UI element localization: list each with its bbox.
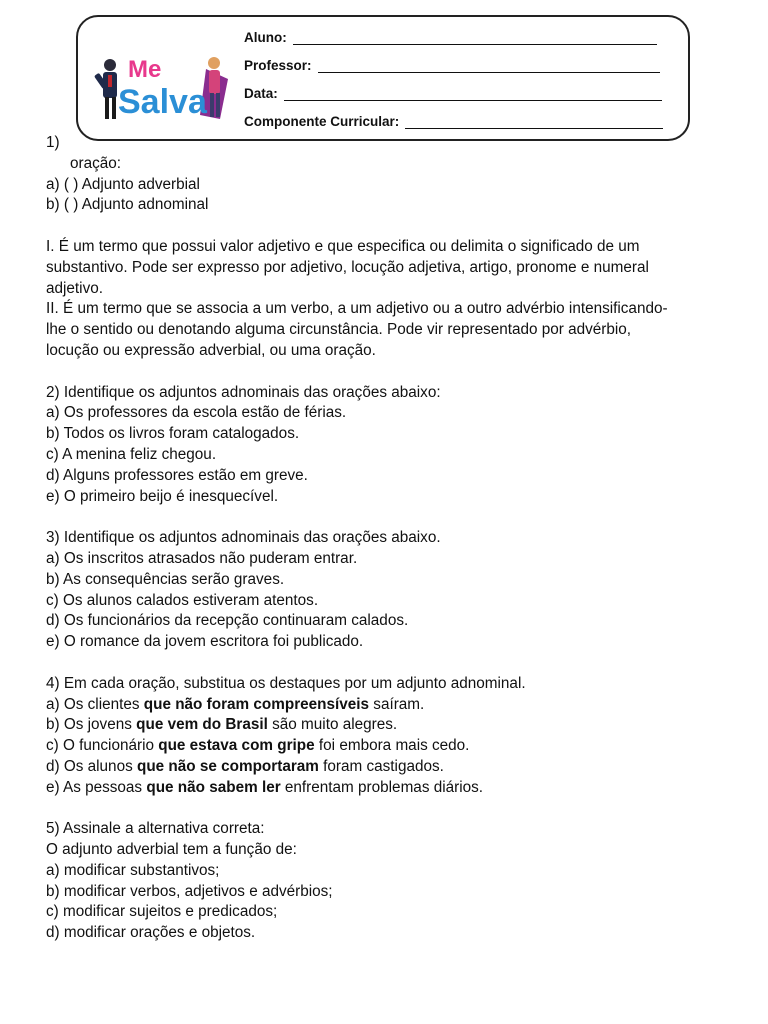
q2-item-d: d) Alguns professores estão em greve. (46, 466, 308, 484)
q4-item-a-post: saíram. (369, 695, 425, 713)
field-professor-label: Professor: (244, 58, 312, 73)
q2-item-a: a) Os professores da escola estão de férias. (46, 404, 347, 422)
q5-title: 5) Assinale a alternativa correta: (46, 820, 265, 838)
field-aluno-label: Aluno: (244, 30, 287, 45)
q4-item-e (46, 778, 736, 799)
q3-item-e: e) O romance da jovem escritora foi publicado. (46, 633, 364, 651)
q4-title: 4) Em cada oração, substitua os destaques por um adjunto adnominal. (46, 674, 526, 692)
field-professor[interactable] (244, 58, 660, 73)
q4-item-d (46, 757, 736, 778)
q3-item-c: c) Os alunos calados estiveram atentos. (46, 591, 319, 609)
man-figure-icon (94, 59, 117, 119)
q1-statement-2b: lhe o sentido ou denotando alguma circunstância. Pode vir representado por advérbio, (46, 321, 632, 339)
field-data[interactable] (244, 86, 662, 101)
q4-item-d-pre: d) Os alunos (46, 757, 137, 775)
field-data-line[interactable] (284, 88, 662, 101)
logo-text-me: Me (128, 56, 162, 83)
q1-statement-1c: adjetivo. (46, 279, 103, 297)
worksheet-content (46, 133, 736, 944)
q1-statement-1b: substantivo. Pode ser expresso por adjetivo, locução adjetiva, artigo, pronome e numeral (46, 258, 649, 276)
q4-item-e-pre: e) As pessoas (46, 778, 147, 796)
field-componente-label: Componente Curricular: (244, 114, 400, 129)
q3-item-a: a) Os inscritos atrasados não puderam entrar. (46, 549, 358, 567)
q4-item-a (46, 695, 736, 716)
q4-item-c-post: foi embora mais cedo. (314, 737, 470, 755)
q5-option-a: a) modificar substantivos; (46, 861, 220, 879)
field-aluno[interactable] (244, 30, 657, 45)
q5-option-d: d) modificar orações e objetos. (46, 924, 256, 942)
q2-title: 2) Identifique os adjuntos adnominais das orações abaixo: (46, 383, 441, 401)
me-salva-logo (88, 35, 233, 130)
q1-prompt: oração: (70, 154, 122, 172)
q3-item-d: d) Os funcionários da recepção continuaram calados. (46, 612, 409, 630)
q4-item-b-pre: b) Os jovens (46, 716, 137, 734)
q4-item-b (46, 715, 736, 736)
q2-item-b: b) Todos os livros foram catalogados. (46, 425, 300, 443)
q4-item-d-post: foram castigados. (318, 757, 444, 775)
logo-text-salva: Salva (118, 83, 207, 121)
q2-item-c: c) A menina feliz chegou. (46, 445, 217, 463)
q3-title: 3) Identifique os adjuntos adnominais das orações abaixo. (46, 529, 441, 547)
q4-item-b-highlight: que vem do Brasil (136, 716, 268, 734)
field-professor-line[interactable] (318, 60, 660, 73)
field-data-label: Data: (244, 86, 278, 101)
q4-item-a-highlight: que não foram compreensíveis (143, 695, 370, 713)
field-aluno-line[interactable] (293, 32, 657, 45)
q4-item-d-highlight: que não se comportaram (136, 757, 319, 775)
q4-item-c-highlight: que estava com gripe (158, 737, 315, 755)
q2-item-e: e) O primeiro beijo é inesquecível. (46, 487, 279, 505)
q1-number: 1) (46, 134, 60, 151)
q1-statement-2c: locução ou expressão adverbial, ou uma oração. (46, 341, 376, 359)
q5-option-c: c) modificar sujeitos e predicados; (46, 903, 278, 921)
q5-subtitle: O adjunto adverbial tem a função de: (46, 841, 297, 859)
q4-item-c-pre: c) O funcionário (46, 737, 159, 755)
q4-item-b-post: são muito alegres. (267, 716, 398, 734)
field-componente-line[interactable] (405, 116, 663, 129)
q4-item-e-highlight: que não sabem ler (146, 778, 281, 796)
q3-item-b: b) As consequências serão graves. (46, 570, 285, 588)
q5-option-b: b) modificar verbos, adjetivos e advérbios; (46, 882, 333, 900)
q1-statement-2: II. É um termo que se associa a um verbo, a um adjetivo ou a outro advérbio intensificando- (46, 300, 668, 318)
q4-item-c (46, 736, 736, 757)
q4-item-e-post: enfrentam problemas diários. (280, 778, 484, 796)
q1-statement-1: I. É um termo que possui valor adjetivo e que especifica ou delimita o significado de um (46, 237, 640, 255)
q4-item-a-pre: a) Os clientes (46, 695, 144, 713)
header-box (76, 15, 690, 141)
q1-option-a: a) ( ) Adjunto adverbial (46, 175, 200, 193)
q1-option-b: b) ( ) Adjunto adnominal (46, 196, 209, 214)
field-componente[interactable] (244, 114, 663, 129)
